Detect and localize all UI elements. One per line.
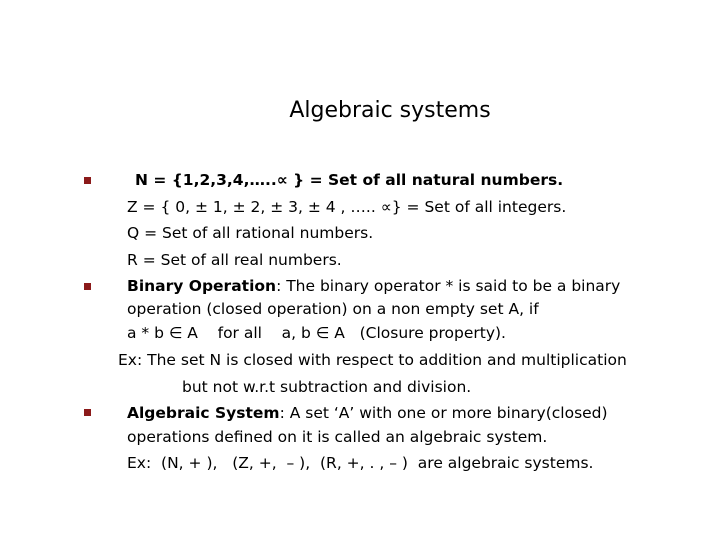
reals-line: R = Set of all real numbers.: [127, 251, 342, 269]
example-closure-continued: but not w.r.t subtraction and division.: [182, 378, 472, 396]
slide-title: Algebraic systems: [289, 98, 491, 123]
algebraic-system-examples: Ex: (N, + ), (Z, +, – ), (R, +, . , – ) are algebraic systems.: [127, 454, 594, 472]
binary-operation-line: [127, 276, 620, 296]
binary-operation-definition: : The binary operator * is said to be a binary: [276, 277, 621, 295]
example-closure-line: Ex: The set N is closed with respect to addition and multiplication: [118, 351, 627, 369]
bullet-1: [84, 177, 91, 184]
natural-numbers-line: [135, 170, 563, 190]
integers-line: Z = { 0, ± 1, ± 2, ± 3, ± 4 , ….. ∝} = Set of all integers.: [127, 198, 567, 216]
closure-property-line: a * b ∈ A for all a, b ∈ A (Closure property).: [127, 324, 506, 342]
binary-operation-continued: operation (closed operation) on a non empty set A, if: [127, 300, 539, 318]
bullet-2: [84, 283, 91, 290]
bullet-3: [84, 409, 91, 416]
algebraic-system-definition: : A set ‘A’ with one or more binary(closed): [279, 404, 608, 422]
algebraic-system-term: Algebraic System: [127, 404, 280, 422]
algebraic-system-continued: operations defined on it is called an algebraic system.: [127, 428, 548, 446]
algebraic-system-line: [127, 403, 608, 423]
natural-numbers-text: N = {1,2,3,4,…..∝ } = Set of all natural numbers.: [135, 171, 564, 189]
binary-operation-term: Binary Operation: [127, 277, 277, 295]
rationals-line: Q = Set of all rational numbers.: [127, 224, 374, 242]
